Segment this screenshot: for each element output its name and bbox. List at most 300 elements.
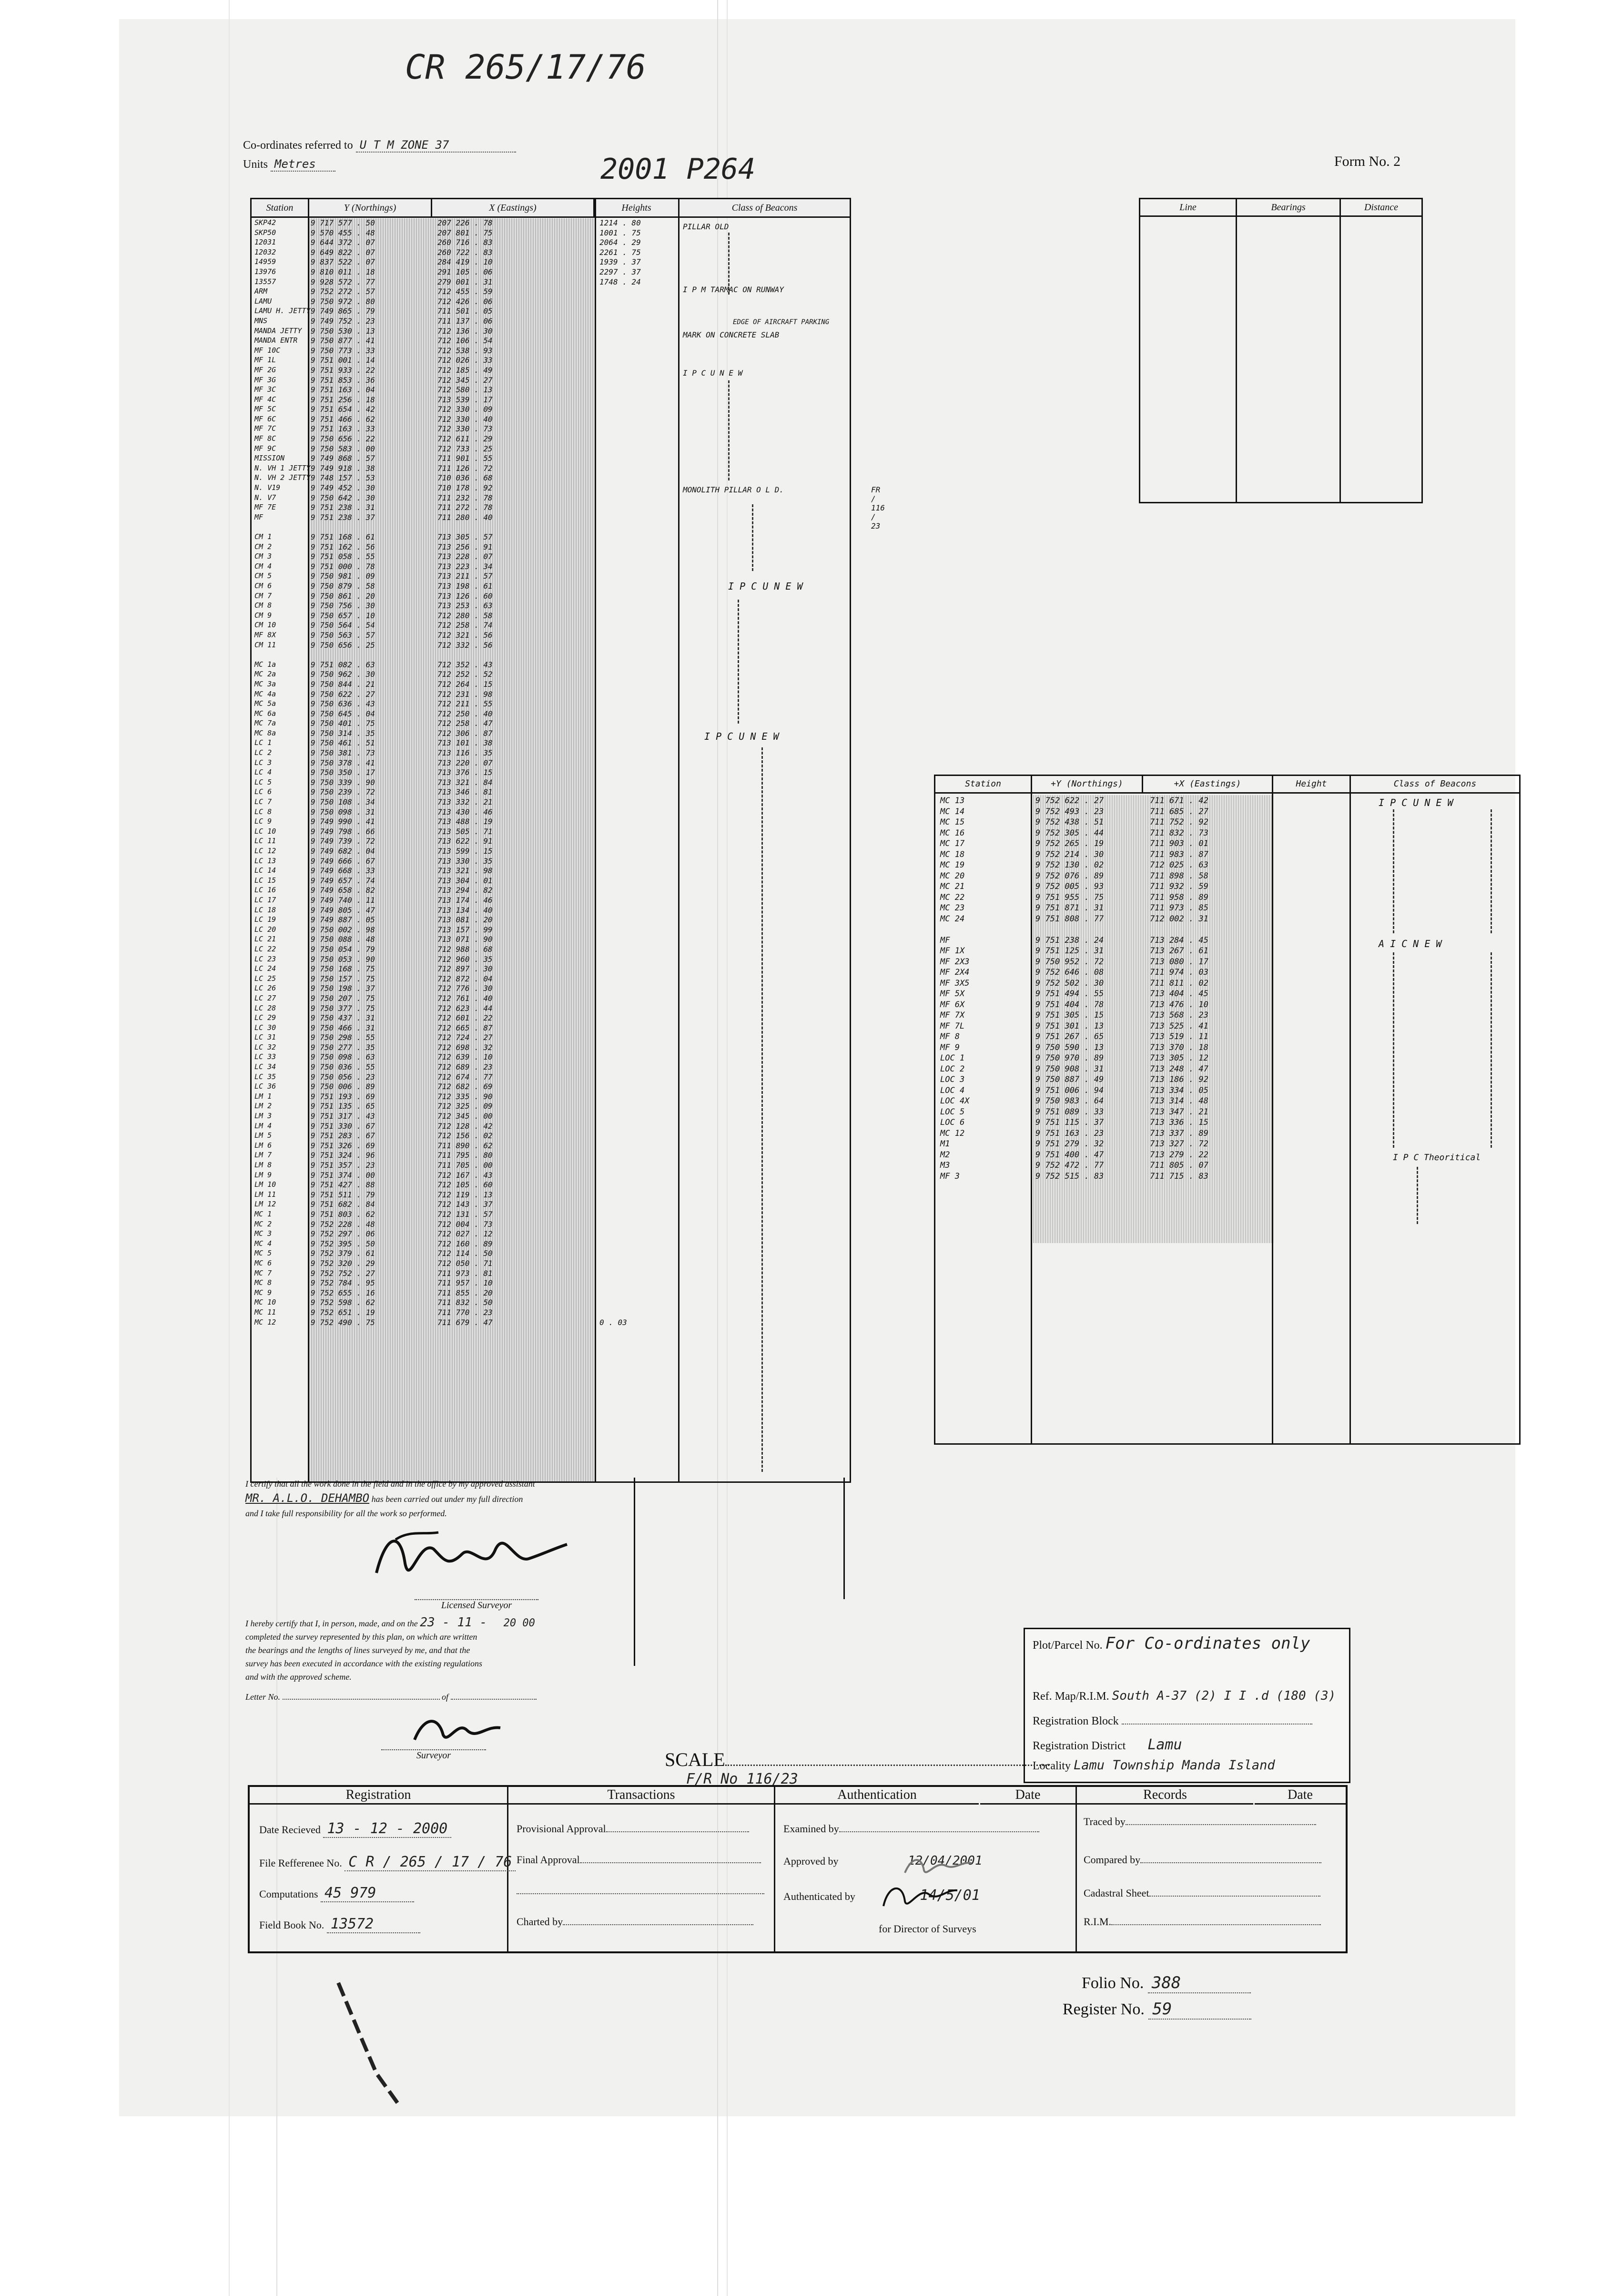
northing-cell: 9 750 381 . 73 bbox=[311, 748, 375, 758]
table-row bbox=[252, 1033, 850, 1043]
station-cell: MF 7E bbox=[254, 503, 276, 512]
easting-cell: 712 776 . 30 bbox=[437, 984, 493, 993]
folio-value: 388 bbox=[1148, 1973, 1251, 1993]
plot-parcel-box bbox=[1024, 1628, 1350, 1783]
station-cell: MF bbox=[940, 935, 950, 945]
survey-date-day: 23 - 11 - bbox=[420, 1615, 487, 1630]
easting-cell: 712 623 . 44 bbox=[437, 1003, 493, 1013]
table-row bbox=[252, 571, 850, 582]
easting-cell: 711 805 . 07 bbox=[1150, 1161, 1208, 1170]
northing-cell: 9 750 656 . 22 bbox=[311, 434, 375, 444]
scale-dots bbox=[725, 1765, 1049, 1766]
easting-cell: 711 973 . 81 bbox=[437, 1268, 493, 1278]
easting-cell: 713 376 . 15 bbox=[437, 768, 493, 777]
station-cell: LOC 5 bbox=[940, 1107, 965, 1117]
refmap-line bbox=[1033, 1689, 1336, 1703]
station-cell: MC 5a bbox=[254, 699, 276, 708]
easting-cell: 712 733 . 25 bbox=[437, 444, 493, 453]
station-cell: LAMU bbox=[254, 296, 272, 306]
northing-cell: 9 750 563 . 57 bbox=[311, 630, 375, 640]
easting-cell: 713 186 . 92 bbox=[1150, 1075, 1208, 1084]
northing-cell: 9 751 193 . 69 bbox=[311, 1092, 375, 1101]
northing-cell: 9 751 808 . 77 bbox=[1035, 914, 1104, 924]
northing-cell: 9 750 642 . 30 bbox=[311, 493, 375, 502]
station-cell: MC 6a bbox=[254, 709, 276, 718]
northing-cell: 9 751 955 . 75 bbox=[1035, 892, 1104, 902]
table-row bbox=[252, 1004, 850, 1014]
assistant-name: MR. A.L.O. DEHAMBO bbox=[245, 1491, 370, 1505]
easting-cell: 713 370 . 18 bbox=[1150, 1042, 1208, 1052]
easting-cell: 713 346 . 81 bbox=[437, 787, 493, 797]
station-cell: CM 9 bbox=[254, 611, 272, 620]
easting-cell: 711 901 . 55 bbox=[437, 454, 493, 463]
table-row bbox=[252, 1013, 850, 1023]
cert-line2 bbox=[245, 1491, 627, 1506]
easting-cell: 284 419 . 10 bbox=[437, 257, 493, 267]
table-row bbox=[935, 1139, 1519, 1150]
easting-cell: 712 280 . 58 bbox=[437, 611, 493, 620]
northing-cell: 9 750 053 . 90 bbox=[311, 954, 375, 964]
northing-cell: 9 751 301 . 13 bbox=[1035, 1021, 1104, 1031]
height-cell: 1748 . 24 bbox=[599, 277, 641, 286]
easting-cell: 713 071 . 90 bbox=[437, 935, 493, 944]
northing-cell: 9 750 277 . 35 bbox=[311, 1042, 375, 1052]
northing-cell: 9 752 472 . 77 bbox=[1035, 1161, 1104, 1170]
coordinates-label bbox=[243, 138, 516, 153]
northing-cell: 9 752 515 . 83 bbox=[1035, 1171, 1104, 1181]
easting-cell: 712 455 . 59 bbox=[437, 287, 493, 296]
ditto-marks bbox=[1393, 952, 1394, 1148]
station-cell: LM 8 bbox=[254, 1161, 272, 1169]
table-row bbox=[252, 1180, 850, 1190]
table-row bbox=[252, 1023, 850, 1033]
northing-cell: 9 752 130 . 02 bbox=[1035, 860, 1104, 870]
table-row bbox=[252, 827, 850, 837]
easting-cell: 713 525 . 41 bbox=[1150, 1021, 1208, 1031]
northing-cell: 9 751 006 . 94 bbox=[1035, 1085, 1104, 1095]
table-row bbox=[252, 542, 850, 552]
station-cell: LC 13 bbox=[254, 856, 276, 865]
station-cell: LC 22 bbox=[254, 944, 276, 953]
northing-cell: 9 751 168 . 61 bbox=[311, 532, 375, 541]
station-cell: MF 4C bbox=[254, 395, 276, 404]
northing-cell: 9 751 115 . 37 bbox=[1035, 1118, 1104, 1127]
station-cell: MC 22 bbox=[940, 892, 965, 902]
northing-cell: 9 750 962 . 30 bbox=[311, 670, 375, 679]
table-row bbox=[252, 955, 850, 965]
northing-cell: 9 752 265 . 19 bbox=[1035, 839, 1104, 848]
northing-cell: 9 752 379 . 61 bbox=[311, 1249, 375, 1258]
table-row bbox=[252, 680, 850, 690]
beacon-note: PILLAR OLD bbox=[683, 222, 729, 231]
units-label bbox=[243, 157, 335, 172]
station-cell: 12032 bbox=[254, 247, 276, 256]
northing-cell: 9 928 572 . 77 bbox=[311, 277, 375, 286]
northing-cell: 9 750 636 . 43 bbox=[311, 699, 375, 709]
table-row bbox=[252, 1171, 850, 1181]
surveyor-signature bbox=[367, 1520, 572, 1592]
station-cell: 12031 bbox=[254, 238, 276, 247]
northing-cell: 9 751 400 . 47 bbox=[1035, 1150, 1104, 1160]
table-row bbox=[935, 1096, 1519, 1107]
table-row bbox=[252, 758, 850, 768]
table-row bbox=[252, 1288, 850, 1298]
northing-cell: 9 749 452 . 30 bbox=[311, 483, 375, 493]
final-approval bbox=[517, 1854, 761, 1866]
beacon-note: I P C U N E W bbox=[704, 731, 779, 742]
compared-dots bbox=[1140, 1862, 1321, 1863]
easting-cell: 711 685 . 27 bbox=[1150, 806, 1208, 816]
easting-cell: 711 501 . 05 bbox=[437, 306, 493, 316]
refmap-label: Ref. Map/R.I.M. bbox=[1033, 1690, 1109, 1703]
station-cell: MANDA JETTY bbox=[254, 326, 302, 335]
table-row bbox=[252, 837, 850, 847]
northing-cell: 9 751 256 . 18 bbox=[311, 395, 375, 404]
northing-cell: 9 810 011 . 18 bbox=[311, 267, 375, 276]
para1 bbox=[245, 1616, 608, 1630]
table-row bbox=[252, 709, 850, 719]
northing-cell: 9 750 088 . 48 bbox=[311, 935, 375, 944]
northing-cell: 9 752 305 . 44 bbox=[1035, 828, 1104, 838]
easting-cell: 712 538 . 93 bbox=[437, 346, 493, 355]
northing-cell: 9 751 135 . 65 bbox=[311, 1102, 375, 1111]
easting-cell: 713 174 . 46 bbox=[437, 895, 493, 905]
station-cell: MC 12 bbox=[254, 1317, 276, 1327]
easting-cell: 712 601 . 22 bbox=[437, 1013, 493, 1023]
cert-line1: I certify that all the work done in the field and in the office by my approved assistant bbox=[245, 1479, 535, 1489]
northing-cell: 9 750 314 . 35 bbox=[311, 728, 375, 738]
station-cell: MC 4 bbox=[254, 1239, 272, 1248]
height-cell: 0 . 03 bbox=[599, 1317, 627, 1327]
table-row bbox=[252, 1308, 850, 1318]
para4: survey has been executed in accordance with the existing regulations bbox=[245, 1659, 483, 1668]
easting-cell: 713 294 . 82 bbox=[437, 886, 493, 895]
coordinates-rows bbox=[252, 218, 850, 1327]
station-cell: LC 25 bbox=[254, 974, 276, 983]
table-row bbox=[252, 1052, 850, 1062]
table-row bbox=[935, 914, 1519, 925]
station-cell: LC 17 bbox=[254, 895, 276, 904]
easting-cell: 711 715 . 83 bbox=[1150, 1171, 1208, 1181]
station-cell: MF bbox=[254, 512, 264, 521]
station-cell: CM 2 bbox=[254, 542, 272, 551]
easting-cell: 711 137 . 06 bbox=[437, 316, 493, 326]
col-eastings: X (Eastings) bbox=[432, 199, 595, 218]
provisional-label: Provisional Approval bbox=[517, 1823, 606, 1835]
col-northings: Y (Northings) bbox=[309, 199, 432, 218]
northing-cell: 9 752 272 . 57 bbox=[311, 287, 375, 296]
file-ref-field bbox=[259, 1854, 516, 1871]
easting-cell: 711 983 . 87 bbox=[1150, 849, 1208, 859]
northing-cell: 9 751 058 . 55 bbox=[311, 552, 375, 561]
northing-cell: 9 749 887 . 05 bbox=[311, 915, 375, 925]
northing-cell: 9 752 502 . 30 bbox=[1035, 978, 1104, 988]
station-cell: N. V7 bbox=[254, 493, 276, 502]
northing-cell: 9 752 214 . 30 bbox=[1035, 849, 1104, 859]
table-row bbox=[935, 1032, 1519, 1043]
station-cell: MF 3G bbox=[254, 375, 276, 384]
table-row bbox=[252, 1318, 850, 1328]
para2: completed the survey represented by this plan, on which are written bbox=[245, 1632, 477, 1642]
station-cell: MC 2a bbox=[254, 670, 276, 679]
station-cell: LC 8 bbox=[254, 807, 272, 816]
easting-cell: 713 211 . 57 bbox=[437, 571, 493, 581]
col-station: Station bbox=[935, 776, 1032, 794]
easting-cell: 712 160 . 89 bbox=[437, 1239, 493, 1248]
station-cell: LOC 2 bbox=[940, 1064, 965, 1074]
northing-cell: 9 751 000 . 78 bbox=[311, 561, 375, 571]
station-cell: MC 9 bbox=[254, 1288, 272, 1297]
locality-line bbox=[1033, 1758, 1275, 1773]
easting-cell: 712 352 . 43 bbox=[437, 660, 493, 669]
easting-cell: 712 143 . 37 bbox=[437, 1200, 493, 1209]
para1-text: I hereby certify that I, in person, made, and on the bbox=[245, 1619, 418, 1628]
northing-cell: 9 751 162 . 56 bbox=[311, 542, 375, 551]
station-cell: LC 29 bbox=[254, 1013, 276, 1022]
table-row bbox=[252, 297, 850, 307]
col-bearings: Bearings bbox=[1237, 199, 1341, 217]
computations-field bbox=[259, 1885, 414, 1902]
easting-cell: 713 430 . 46 bbox=[437, 807, 493, 816]
station-cell: CM 4 bbox=[254, 561, 272, 571]
rim-label: R.I.M. bbox=[1084, 1916, 1112, 1928]
table-row bbox=[252, 866, 850, 876]
northing-cell: 9 750 879 . 58 bbox=[311, 581, 375, 591]
easting-cell: 713 267 . 61 bbox=[1150, 946, 1208, 956]
station-cell: MF 6X bbox=[940, 1000, 965, 1010]
file-ref-handwritten: CR 265/17/76 bbox=[405, 48, 646, 87]
field-book-label: Field Book No. bbox=[259, 1919, 325, 1931]
easting-cell: 207 226 . 78 bbox=[437, 218, 493, 227]
table-row bbox=[252, 424, 850, 434]
table-row bbox=[252, 454, 850, 464]
station-cell: LC 6 bbox=[254, 787, 272, 796]
charted-label: Charted by bbox=[517, 1916, 563, 1928]
station-cell: MF 7C bbox=[254, 424, 276, 433]
table-row bbox=[252, 768, 850, 778]
easting-cell: 712 960 . 35 bbox=[437, 954, 493, 964]
scan-line bbox=[229, 0, 230, 2296]
northing-cell: 9 750 054 . 79 bbox=[311, 944, 375, 954]
easting-cell: 713 622 . 91 bbox=[437, 837, 493, 846]
cert-line2-text: has been carried out under my full direction bbox=[371, 1494, 523, 1504]
station-cell: LC 14 bbox=[254, 866, 276, 875]
transactions-header: Transactions bbox=[508, 1787, 774, 1805]
northing-cell: 9 752 784 . 95 bbox=[311, 1278, 375, 1288]
easting-cell: 713 101 . 38 bbox=[437, 738, 493, 748]
beacon-note: A I C N E W bbox=[1379, 938, 1442, 949]
easting-cell: 711 958 . 89 bbox=[1150, 892, 1208, 902]
table-row bbox=[252, 1249, 850, 1259]
easting-cell: 712 639 . 10 bbox=[437, 1052, 493, 1062]
easting-cell: 713 332 . 21 bbox=[437, 797, 493, 807]
northing-cell: 9 752 076 . 89 bbox=[1035, 871, 1104, 881]
provisional-approval bbox=[517, 1823, 749, 1835]
table-row bbox=[252, 906, 850, 916]
easting-cell: 711 832 . 73 bbox=[1150, 828, 1208, 838]
table-row bbox=[252, 405, 850, 415]
surveyor-label: Surveyor bbox=[381, 1749, 486, 1761]
table-row bbox=[252, 415, 850, 425]
block-line bbox=[1033, 1715, 1312, 1728]
easting-cell: 713 248 . 47 bbox=[1150, 1064, 1208, 1074]
letter-line bbox=[245, 1690, 608, 1704]
block-label: Registration Block bbox=[1033, 1715, 1119, 1727]
ruling-line bbox=[843, 1478, 845, 1599]
records-header: Records bbox=[1077, 1787, 1253, 1805]
station-cell: LC 27 bbox=[254, 993, 276, 1002]
station-cell: MC 4a bbox=[254, 689, 276, 698]
table-row bbox=[252, 1239, 850, 1249]
northing-cell: 9 751 374 . 00 bbox=[311, 1170, 375, 1180]
station-cell: LC 34 bbox=[254, 1062, 276, 1071]
northing-cell: 9 751 238 . 24 bbox=[1035, 935, 1104, 945]
station-cell: MC 18 bbox=[940, 849, 965, 859]
station-cell: MC 8 bbox=[254, 1278, 272, 1287]
ditto-marks bbox=[1491, 952, 1492, 1148]
beacon-note: I P M TARMAC ON RUNWAY bbox=[683, 285, 784, 294]
table-row bbox=[252, 513, 850, 523]
northing-cell: 9 750 583 . 00 bbox=[311, 444, 375, 453]
table-row bbox=[252, 876, 850, 886]
table-row bbox=[935, 828, 1519, 839]
station-cell: ARM bbox=[254, 287, 268, 296]
beacon-note: FR / 116 / 23 bbox=[871, 485, 885, 531]
northing-cell: 9 749 798 . 66 bbox=[311, 827, 375, 836]
divider bbox=[1339, 199, 1341, 502]
northing-cell: 9 751 001 . 14 bbox=[311, 356, 375, 365]
secondary-rows bbox=[935, 796, 1519, 1182]
easting-cell: 712 231 . 98 bbox=[437, 689, 493, 699]
northing-cell: 9 750 207 . 75 bbox=[311, 993, 375, 1003]
easting-cell: 713 304 . 01 bbox=[437, 876, 493, 885]
northing-cell: 9 752 598 . 62 bbox=[311, 1298, 375, 1307]
northing-cell: 9 752 752 . 27 bbox=[311, 1268, 375, 1278]
compared-by bbox=[1084, 1854, 1321, 1866]
northing-cell: 9 750 108 . 34 bbox=[311, 797, 375, 807]
table-row bbox=[935, 989, 1519, 1000]
approved-date: 12/04/2001 bbox=[907, 1854, 983, 1868]
station-cell: LOC 1 bbox=[940, 1053, 965, 1063]
northing-cell: 9 750 773 . 33 bbox=[311, 346, 375, 355]
station-cell: LC 4 bbox=[254, 768, 272, 777]
northing-cell: 9 752 490 . 75 bbox=[311, 1317, 375, 1327]
table-row bbox=[252, 1092, 850, 1102]
northing-cell: 9 751 238 . 37 bbox=[311, 512, 375, 522]
northing-cell: 9 751 871 . 31 bbox=[1035, 903, 1104, 913]
easting-cell: 713 476 . 10 bbox=[1150, 1000, 1208, 1010]
station-cell: MANDA ENTR bbox=[254, 336, 298, 345]
table-row bbox=[252, 434, 850, 444]
station-cell: MF 2X3 bbox=[940, 957, 970, 967]
table-row bbox=[252, 631, 850, 641]
table-row bbox=[252, 385, 850, 395]
station-cell: M1 bbox=[940, 1139, 950, 1149]
table-row bbox=[252, 699, 850, 709]
northing-cell: 9 751 466 . 62 bbox=[311, 414, 375, 424]
station-cell: LOC 4X bbox=[940, 1096, 970, 1106]
table-row bbox=[252, 395, 850, 405]
table-row bbox=[252, 522, 850, 532]
col-northings: +Y (Northings) bbox=[1032, 776, 1143, 794]
station-cell: MC 7 bbox=[254, 1268, 272, 1277]
examined-label: Examined by bbox=[783, 1823, 839, 1835]
station-cell: MC 1 bbox=[254, 1209, 272, 1218]
table-row bbox=[252, 915, 850, 925]
easting-cell: 713 568 . 23 bbox=[1150, 1010, 1208, 1020]
northing-cell: 9 752 651 . 19 bbox=[311, 1307, 375, 1317]
number-handwritten: 2001 P264 bbox=[600, 153, 756, 186]
table-row bbox=[252, 592, 850, 602]
northing-cell: 9 750 350 . 17 bbox=[311, 768, 375, 777]
station-cell: MC 15 bbox=[940, 817, 965, 827]
fr-number: F/R No 116/23 bbox=[686, 1771, 798, 1787]
table-row bbox=[252, 847, 850, 857]
ditto-marks bbox=[1417, 1167, 1418, 1224]
station-cell: LOC 4 bbox=[940, 1085, 965, 1095]
height-cell: 1214 . 80 bbox=[599, 218, 641, 227]
table-row bbox=[252, 1200, 850, 1210]
table-row bbox=[252, 601, 850, 611]
easting-cell: 712 330 . 40 bbox=[437, 414, 493, 424]
easting-cell: 712 258 . 74 bbox=[437, 621, 493, 630]
station-cell: MF 6C bbox=[254, 414, 276, 423]
table-row bbox=[935, 968, 1519, 979]
northing-cell: 9 751 494 . 55 bbox=[1035, 989, 1104, 999]
rim-dots bbox=[1111, 1924, 1321, 1925]
height-cell: 1939 . 37 bbox=[599, 257, 641, 267]
easting-cell: 711 898 . 58 bbox=[1150, 871, 1208, 881]
date-header-1: Date bbox=[980, 1787, 1075, 1805]
height-cell: 2261 . 75 bbox=[599, 247, 641, 257]
station-cell: MC 3 bbox=[254, 1229, 272, 1238]
table-row bbox=[252, 984, 850, 994]
table-row bbox=[935, 1118, 1519, 1129]
station-cell: MC 6 bbox=[254, 1258, 272, 1267]
northing-cell: 9 750 198 . 37 bbox=[311, 984, 375, 993]
station-cell: MF 2X4 bbox=[940, 968, 970, 977]
coordinates-label-text: Co-ordinates referred to bbox=[243, 139, 353, 152]
station-cell: LC 9 bbox=[254, 817, 272, 826]
registration-header: Registration bbox=[250, 1787, 507, 1805]
survey-date-year: 20 00 bbox=[503, 1617, 535, 1629]
station-cell: LM 6 bbox=[254, 1141, 272, 1150]
table-row bbox=[252, 641, 850, 651]
beacon-note: I P C U N E W bbox=[683, 368, 743, 378]
northing-cell: 9 751 511 . 79 bbox=[311, 1190, 375, 1199]
table-row bbox=[252, 1131, 850, 1141]
ditto-marks bbox=[738, 600, 739, 724]
table-row bbox=[252, 503, 850, 513]
northing-cell: 9 751 404 . 78 bbox=[1035, 1000, 1104, 1010]
station-cell: MF 3X5 bbox=[940, 978, 970, 988]
northing-cell: 9 750 564 . 54 bbox=[311, 621, 375, 630]
table-row bbox=[935, 1129, 1519, 1140]
northing-cell: 9 750 002 . 98 bbox=[311, 925, 375, 934]
table-row bbox=[252, 670, 850, 680]
easting-cell: 713 488 . 19 bbox=[437, 817, 493, 827]
northing-cell: 9 750 006 . 89 bbox=[311, 1082, 375, 1092]
station-cell: MC 23 bbox=[940, 903, 965, 913]
easting-cell: 713 198 . 61 bbox=[437, 581, 493, 591]
table-row bbox=[252, 817, 850, 827]
northing-cell: 9 752 646 . 08 bbox=[1035, 968, 1104, 977]
table-row bbox=[252, 218, 850, 228]
easting-cell: 713 279 . 22 bbox=[1150, 1150, 1208, 1160]
northing-cell: 9 752 438 . 51 bbox=[1035, 817, 1104, 827]
table-row bbox=[252, 366, 850, 376]
northing-cell: 9 749 918 . 38 bbox=[311, 463, 375, 473]
